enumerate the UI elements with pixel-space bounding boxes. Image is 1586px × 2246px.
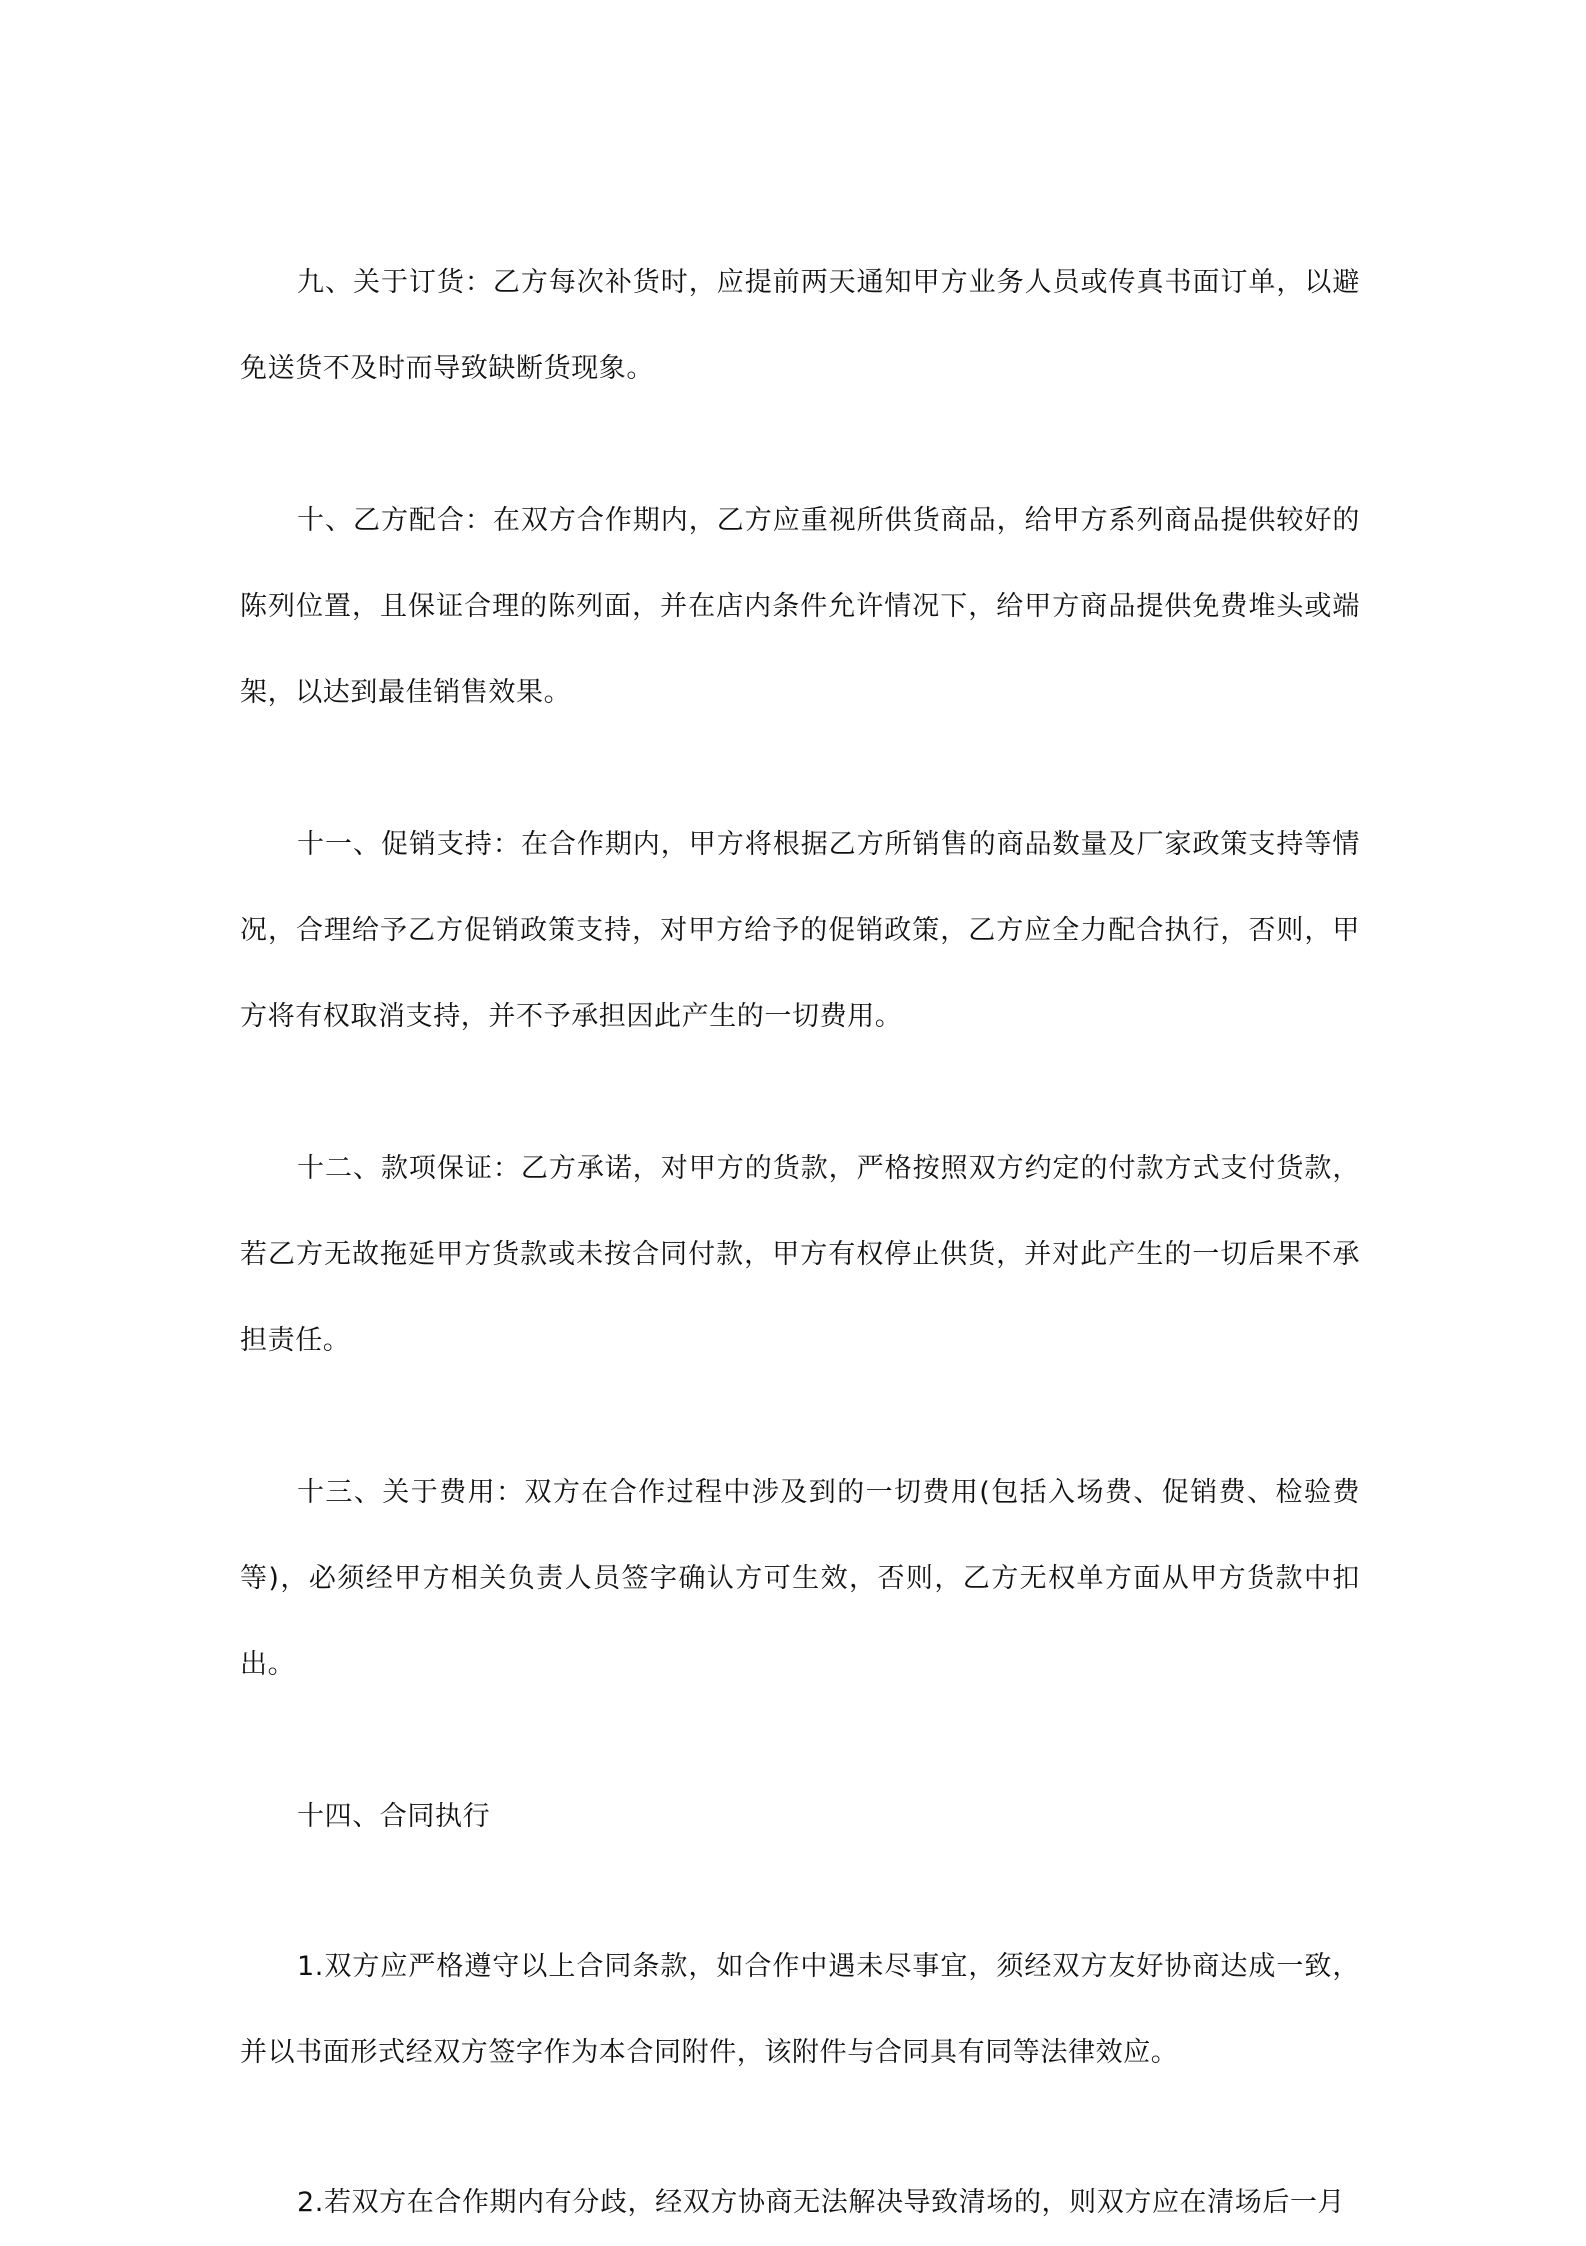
clause-13-fees: 十三、关于费用：双方在合作过程中涉及到的一切费用(包括入场费、促销费、检验费等)，必须经甲方相关负责人员签字确认方可生效，否则，乙方无权单方面从甲方货款中扣出。 — [240, 1477, 1360, 1680]
clause-14-heading: 十四、合同执行 — [297, 1801, 491, 1832]
clause-14-item-2: 2.若双方在合作期内有分歧，经双方协商无法解决导致清场的，则双方应在清场后一月 — [297, 2187, 1346, 2218]
paragraph-spacer — [240, 1060, 1360, 1126]
paragraph-spacer — [240, 412, 1360, 478]
paragraph-spacer — [240, 1860, 1360, 1924]
paragraph-spacer — [240, 736, 1360, 802]
clause-9-ordering: 九、关于订货：乙方每次补货时，应提前两天通知甲方业务人员或传真书面订单，以避免送货不及时而导致缺断货现象。 — [240, 267, 1360, 384]
clause-12-payment-guarantee: 十二、款项保证：乙方承诺，对甲方的货款，严格按照双方约定的付款方式支付货款，若乙方无故拖延甲方货款或未按合同付款，甲方有权停止供货，并对此产生的一切后果不承担责任。 — [240, 1153, 1360, 1356]
paragraph-spacer — [240, 1708, 1360, 1774]
clause-14-item-1: 1.双方应严格遵守以上合同条款，如合作中遇未尽事宜，须经双方友好协商达成一致，并以书面形式经双方签字作为本合同附件，该附件与合同具有同等法律效应。 — [240, 1951, 1360, 2068]
paragraph-spacer — [240, 1384, 1360, 1450]
paragraph-spacer — [240, 2096, 1360, 2160]
document-body — [240, 240, 1360, 2246]
clause-11-promotion-support: 十一、促销支持：在合作期内，甲方将根据乙方所销售的商品数量及厂家政策支持等情况，合理给予乙方促销政策支持，对甲方给予的促销政策，乙方应全力配合执行，否则，甲方将有权取消支持，并不予承担因此产生的一切费用。 — [240, 829, 1360, 1032]
clause-10-cooperation: 十、乙方配合：在双方合作期内，乙方应重视所供货商品，给甲方系列商品提供较好的陈列位置，且保证合理的陈列面，并在店内条件允许情况下，给甲方商品提供免费堆头或端架，以达到最佳销售效果。 — [240, 505, 1360, 708]
